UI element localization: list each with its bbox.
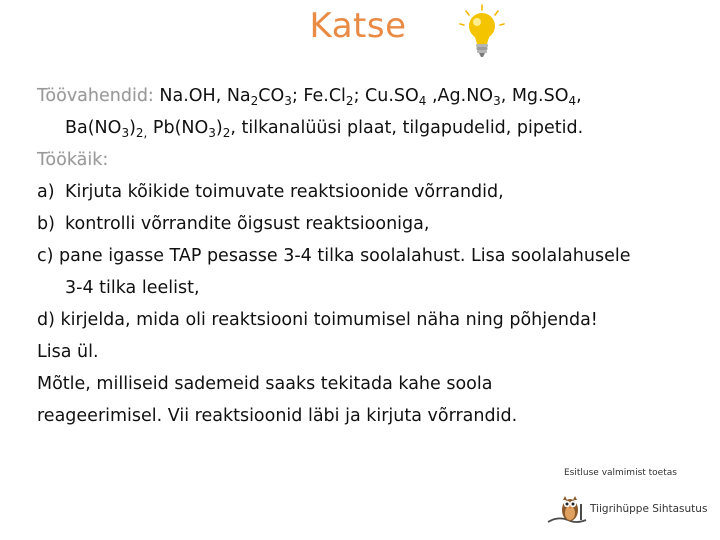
materials-text: , tilkanalüüsi plaat, tilgapudelid, pipetid. (230, 118, 584, 138)
subscript: 4 (568, 94, 577, 108)
list-marker: a) (37, 182, 55, 202)
workflow-heading (37, 144, 707, 176)
materials-text: ) (129, 118, 136, 138)
step-d-line-1: d) kirjelda, mida oli reaktsiooni toimumisel näha ning põhjenda! (37, 310, 598, 330)
subscript: 2 (345, 94, 354, 108)
page-title (0, 6, 720, 46)
subscript: 4 (418, 94, 427, 108)
title-text: Katse (309, 6, 407, 46)
subscript: 2 (250, 94, 259, 108)
materials-text: Pb(NO (147, 118, 209, 138)
materials-text: CO (258, 86, 285, 106)
subscript: 3 (121, 126, 130, 140)
subscript: 3 (284, 94, 292, 108)
extra-task-line-1: Mõtle, milliseid sademeid saaks tekitada kahe soola (37, 374, 493, 394)
materials-text: , Mg.SO (500, 86, 569, 106)
lightbulb-icon (452, 4, 512, 60)
materials-text: ; Cu.SO (353, 86, 419, 106)
sponsor-footer (546, 468, 716, 534)
step-c-line-1: c) pane igasse TAP pesasse 3-4 tilka soolalahust. Lisa soolalahusele (37, 246, 631, 266)
owl-logo (546, 482, 588, 532)
materials-line-2 (37, 112, 707, 144)
subscript: 2, (135, 126, 148, 140)
slide-content (37, 80, 707, 432)
list-item-text: Kirjuta kõikide toimuvate reaktsioonide võrrandid, (65, 182, 504, 202)
sponsor-name: Tiigrihüppe Sihtasutus (590, 503, 708, 515)
materials-text: ,Ag.NO (426, 86, 494, 106)
sponsor-caption: Esitluse valmimist toetas (564, 468, 677, 478)
list-marker: b) (37, 214, 55, 234)
materials-line-1 (37, 80, 707, 112)
subscript: 3 (493, 94, 501, 108)
step-d-line-2: Lisa ül. (37, 342, 99, 362)
subscript: 3 (208, 126, 216, 140)
subscript: 2 (222, 126, 231, 140)
step-c-line-2: 3-4 tilka leelist, (65, 278, 200, 298)
materials-label: Töövahendid: (37, 86, 154, 106)
materials-text: ; Fe.Cl (291, 86, 346, 106)
extra-task-line-2: reageerimisel. Vii reaktsioonid läbi ja kirjuta võrrandid. (37, 406, 518, 426)
materials-text: ) (215, 118, 223, 138)
workflow-label: Töökäik: (37, 150, 109, 170)
list-item-text: kontrolli võrrandite õigsust reaktsiooniga, (65, 214, 430, 234)
list-item (37, 176, 707, 208)
list-item (37, 208, 707, 240)
materials-text: , (576, 86, 582, 106)
materials-text: Ba(NO (65, 118, 122, 138)
materials-text: Na.OH, Na (153, 86, 251, 106)
